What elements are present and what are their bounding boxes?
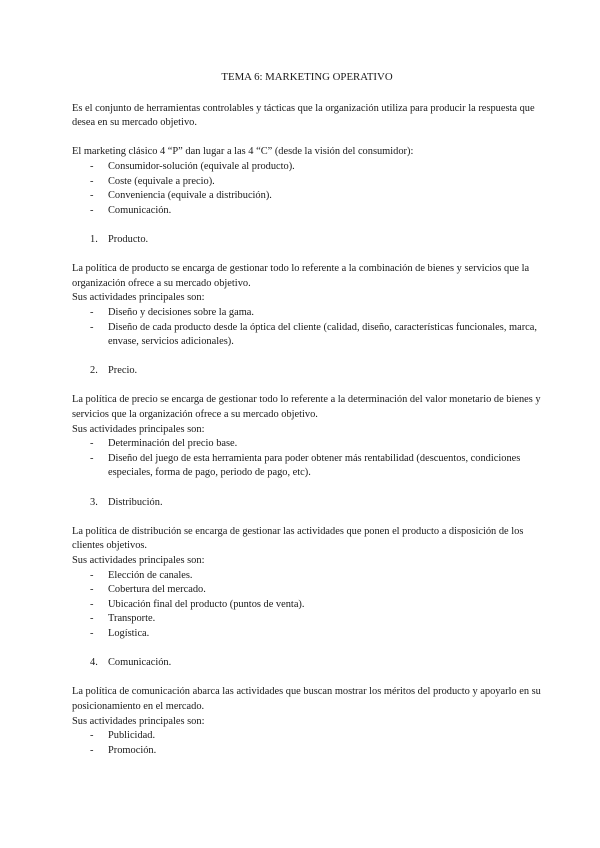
activities-list bbox=[72, 569, 542, 642]
list-item: - Comunicación. bbox=[72, 204, 542, 219]
page-title: TEMA 6: MARKETING OPERATIVO bbox=[221, 71, 393, 83]
list-item: - Diseño del juego de esta herramienta para poder obtener más rentabilidad (descuentos, condiciones especiales, forma de pago, periodo de pago, etc). bbox=[90, 452, 521, 479]
section-paragraph: La política de precio se encarga de gestionar todo lo referente a la determinación del valor monetario de bienes y servicios que la organización ofrece a su mercado objetivo. bbox=[72, 394, 541, 421]
section-heading-producto: 1. Producto. bbox=[90, 233, 149, 245]
list-item: - Consumidor-solución (equivale al producto). bbox=[72, 160, 542, 175]
section-heading-precio: 2. Precio. bbox=[90, 365, 138, 377]
list-item: - Diseño y decisiones sobre la gama. bbox=[72, 306, 542, 321]
list-item: - Coste (equivale a precio). bbox=[72, 175, 542, 190]
list-item: - Publicidad. bbox=[72, 729, 542, 744]
list-item: - Logística. bbox=[72, 627, 542, 642]
dash-marker: - bbox=[90, 438, 94, 450]
activities-list bbox=[72, 437, 542, 481]
dash-marker: - bbox=[90, 321, 94, 333]
dash-marker: - bbox=[90, 204, 94, 216]
dash-marker: - bbox=[90, 190, 94, 202]
activities-list bbox=[72, 306, 542, 350]
dash-marker: - bbox=[90, 744, 94, 756]
section-paragraph: La política de producto se encarga de gestionar todo lo referente a la combinación de bienes y servicios que la organización ofrece a su mercado objetivo. bbox=[72, 263, 530, 289]
c4-list bbox=[72, 160, 542, 218]
section-paragraph: La política de distribución se encarga de gestionar las actividades que ponen el producto a disposición de los clientes objetivos. bbox=[72, 525, 524, 552]
activities-lead: Sus actividades principales son: bbox=[72, 292, 205, 304]
activities-lead: Sus actividades principales son: bbox=[72, 423, 205, 435]
section-heading-distribucion: 3. Distribución. bbox=[90, 496, 163, 508]
list-item: - Determinación del precio base. bbox=[72, 437, 542, 452]
dash-marker: - bbox=[90, 613, 94, 625]
activities-list bbox=[72, 729, 542, 758]
list-item: - Cobertura del mercado. bbox=[72, 583, 542, 598]
dash-marker: - bbox=[90, 627, 94, 639]
dash-marker: - bbox=[90, 730, 94, 742]
dash-marker: - bbox=[90, 160, 94, 172]
dash-marker: - bbox=[90, 569, 94, 581]
activities-lead: Sus actividades principales son: bbox=[72, 555, 205, 566]
activities-lead: Sus actividades principales son: bbox=[72, 715, 205, 727]
dash-marker: - bbox=[90, 306, 94, 318]
list-item: - Diseño de cada producto desde la óptica del cliente (calidad, diseño, características funcionales, marca, envase, servicios adicionales). bbox=[90, 321, 537, 348]
list-item: - Elección de canales. bbox=[72, 569, 542, 584]
document-page bbox=[72, 70, 542, 758]
list-item: - Ubicación final del producto (puntos de venta). bbox=[72, 598, 542, 613]
section-paragraph: La política de comunicación abarca las actividades que buscan mostrar los méritos del producto y apoyarlo en su posicionamiento en el mercado. bbox=[72, 686, 541, 712]
c4-lead: El marketing clásico 4 “P” dan lugar a las 4 “C” (desde la visión del consumidor): bbox=[72, 146, 414, 158]
intro-paragraph: Es el conjunto de herramientas controlables y tácticas que la organización utiliza para producir la respuesta que desea en su mercado objetivo. bbox=[72, 102, 535, 129]
dash-marker: - bbox=[90, 584, 94, 596]
list-item: - Transporte. bbox=[72, 612, 542, 627]
dash-marker: - bbox=[90, 175, 94, 187]
dash-marker: - bbox=[90, 598, 94, 610]
section-heading-comunicacion: 4. Comunicación. bbox=[90, 657, 172, 669]
list-item: - Conveniencia (equivale a distribución). bbox=[72, 189, 542, 204]
dash-marker: - bbox=[90, 452, 94, 464]
list-item: - Promoción. bbox=[72, 744, 542, 759]
